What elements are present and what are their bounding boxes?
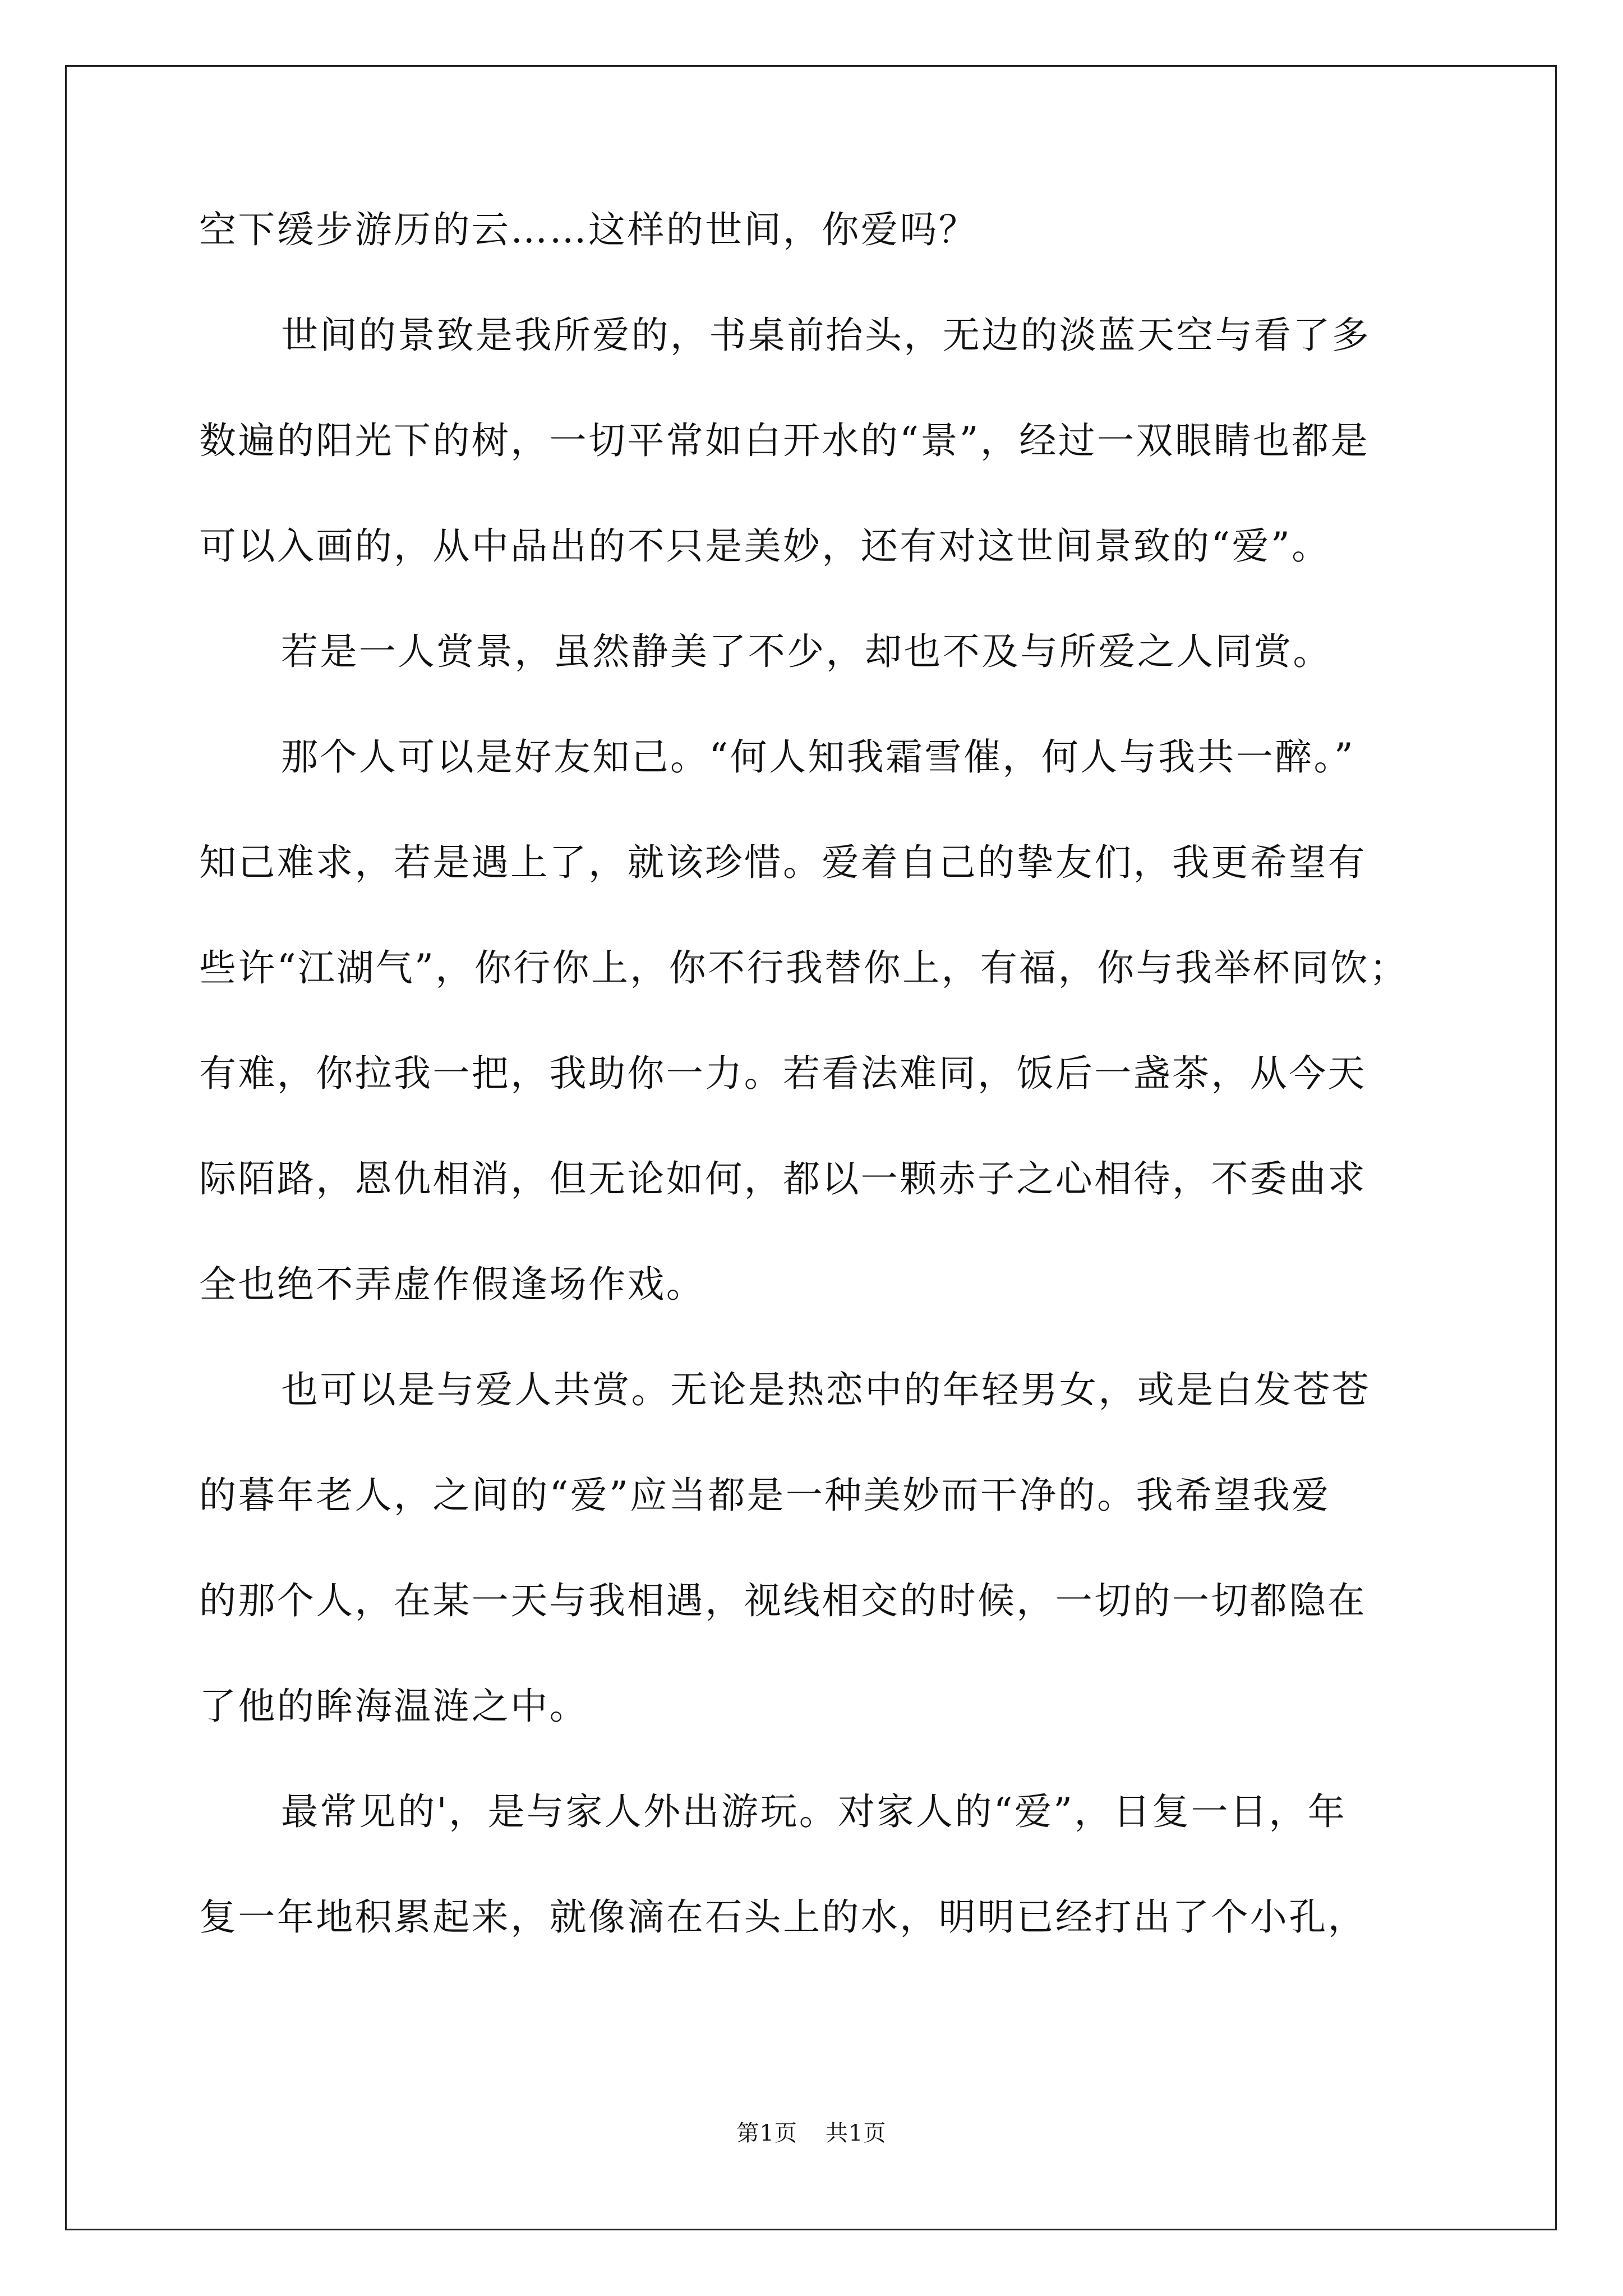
text-line: 了他的眸海温涟之中。 <box>199 1685 588 1728</box>
text-line: 有难，你拉我一把，我助你一力。若看法难同，饭后一盏茶，从今天 <box>199 1052 1367 1095</box>
text-line: 的暮年老人，之间的“爱”应当都是一种美妙而干净的。我希望我爱 <box>199 1474 1331 1517</box>
text-line: 数遍的阳光下的树，一切平常如白开水的“景”，经过一双眼睛也都是 <box>199 419 1370 462</box>
paragraph-start-line: 最常见的'，是与家人外出游玩。对家人的“爱”，日复一日，年 <box>281 1790 1347 1833</box>
paragraph-start-line: 若是一人赏景，虽然静美了不少，却也不及与所爱之人同赏。 <box>281 630 1332 673</box>
text-line: 可以入画的，从中品出的不只是美妙，还有对这世间景致的“爱”。 <box>199 524 1331 568</box>
page-footer <box>0 2119 1623 2147</box>
text-line: 空下缓步游历的云……这样的世间，你爱吗？ <box>199 208 978 251</box>
page-total: 共1页 <box>826 2120 887 2146</box>
paragraph-start-line: 世间的景致是我所爱的，书桌前抬头，无边的淡蓝天空与看了多 <box>281 314 1371 357</box>
text-line: 些许“江湖气”，你行你上，你不行我替你上，有福，你与我举杯同饮； <box>199 946 1409 990</box>
paragraph-start-line: 也可以是与爱人共赏。无论是热恋中的年轻男女，或是白发苍苍 <box>281 1368 1371 1411</box>
text-line: 复一年地积累起来，就像滴在石头上的水，明明已经打出了个小孔， <box>199 1895 1367 1939</box>
text-line: 知己难求，若是遇上了，就该珍惜。爱着自己的挚友们，我更希望有 <box>199 841 1367 884</box>
page-number: 第1页 <box>736 2120 797 2146</box>
paragraph-start-line: 那个人可以是好友知己。“何人知我霜雪催，何人与我共一醉。” <box>281 735 1355 779</box>
text-line: 全也绝不弄虚作假逢场作戏。 <box>199 1263 706 1306</box>
text-line: 的那个人，在某一天与我相遇，视线相交的时候，一切的一切都隐在 <box>199 1579 1367 1622</box>
text-line: 际陌路，恩仇相消，但无论如何，都以一颗赤子之心相待，不委曲求 <box>199 1157 1367 1200</box>
